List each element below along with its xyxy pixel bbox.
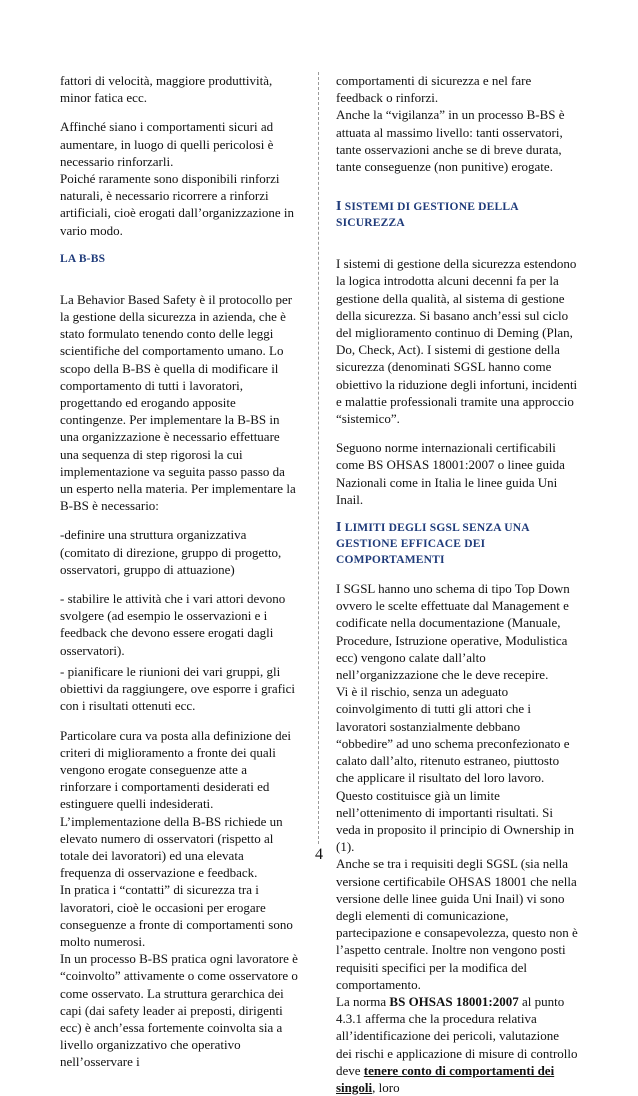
- paragraph: Anche la “vigilanza” in un processo B-BS è attuata al massimo livello: tanti osservatori, tante osservazioni anche se di breve durata, tante conseguenze (non punitive) erogate.: [336, 107, 565, 175]
- section-heading-sgsl: [336, 199, 578, 231]
- heading-initial: I: [336, 199, 342, 215]
- paragraph: Poiché raramente sono disponibili rinforzi naturali, è necessario ricorrere a rinforzi artificiali, cioè erogati dall’organizzazione in vario modo.: [60, 171, 295, 238]
- paragraph: I sistemi di gestione della sicurezza estendono la logica introdotta alcuni decenni fa per la gestione della qualità, al sistema di gestione della sicurezza. Si basano anch’essi sul ciclo del miglioramento continuo di Deming (Plan, Do, Check, Act). I sistemi di gestione della sicurezza (denominati SGSL hanno come obiettivo la riduzione degli infortuni, incidenti e malattie professionali tramite una approccio “sistemico”.: [336, 256, 578, 427]
- paragraph: La Behavior Based Safety è il protocollo per la gestione della sicurezza in azienda, che è stato formulato tenendo conto delle leggi scientifiche del comportamento umano. Lo scopo della B-BS è quella di modificare il comportamento di tutti i lavoratori, progettando ed erogando apposite contingenze. Per implementare la B-BS in una organizzazione è necessario effettuare una sequenza di step rigorosi la cui implementazione va seguita passo passo da un esperto nella materia. Per implementare la B-BS è necessario:: [60, 291, 296, 514]
- list-item: - stabilire le attività che i vari attori devono svolgere (ad esempio le osservazioni e i feedback che devono essere erogati dagli osservatori).: [60, 591, 286, 658]
- paragraph: In pratica i “contatti” di sicurezza tra i lavoratori, cioè le occasioni per erogare conseguenze a fronte di comportamenti sono molto numerosi.: [60, 882, 293, 949]
- heading-initial: I: [336, 520, 342, 536]
- paragraph: In un processo B-BS pratica ogni lavoratore è “coinvolto” attivamente o come osservatore o come osservato. La struttura gerarchica dei capi (dai safety leader ai preposti, dirigenti ecc) è anch’essa fortemente coinvolta sia a livello organizzativo che operativo nell’osservare i: [60, 951, 298, 1070]
- heading-text: SISTEMI DI GESTIONE DELLA SICUREZZA: [336, 201, 519, 230]
- paragraph: Seguono norme internazionali certificabili come BS OHSAS 18001:2007 o linee guida Nazionali come in Italia le linee guida Uni Inail.: [336, 440, 565, 507]
- page-number: 4: [315, 846, 323, 863]
- paragraph: L’implementazione della B-BS richiede un elevato numero di osservatori (rispetto al totale dei lavoratori) ed una elevata frequenza di osservazione e feedback.: [60, 813, 283, 881]
- list-item: - pianificare le riunioni dei vari gruppi, gli obiettivi da raggiungere, ove esporre i grafici con i risultati ottenuti ecc.: [60, 663, 295, 714]
- text-run: al punto 4.3.1 afferma che la procedura relativa all’identificazione dei pericoli, valutazione dei rischi e applicazione di misure di controllo deve: [336, 993, 578, 1078]
- paragraph: Anche se tra i requisiti degli SGSL (sia nella versione certificabile OHSAS 18001 che nella versione delle linee guida Uni Inail) vi sono degli elementi di comunicazione, partecipazione e consapevolezza, questo non è l’aspetto centrale. Inoltre non vengono posti requisiti specifici per la modifica del comportamento.: [336, 856, 578, 992]
- paragraph: I SGSL hanno uno schema di tipo Top Down ovvero le scelte effettuate dal Management e codificate nella documentazione (Manuale, Procedure, Istruzione operative, Modulistica ecc) vengono calate dall’alto nell’organizzazione che le deve recepire.: [336, 581, 570, 683]
- list-item: -definire una struttura organizzativa (comitato di direzione, gruppo di progetto, osservatori, gruppo di attuazione): [60, 527, 282, 577]
- paragraph: [336, 993, 578, 1096]
- section-heading-limits: [336, 520, 578, 568]
- paragraph: Questo costituisce già un limite nell’ottenimento di importanti risultati. Si veda in proposito il principio di Ownership in (1).: [336, 787, 574, 855]
- heading-text: LIMITI DEGLI SGSL SENZA UNA GESTIONE EFFICACE DEI COMPORTAMENTI: [336, 522, 530, 567]
- paragraph: Particolare cura va posta alla definizione dei criteri di miglioramento a fronte dei quali vengono erogate conseguenze atte a rinforzare i comportamenti desiderati ed estinguere quelli indesiderati.: [60, 727, 292, 812]
- text-run: , loro: [372, 1079, 400, 1095]
- emphasized-text: tenere conto di comportamenti dei singoli: [336, 1062, 555, 1095]
- section-heading-bbs: LA B-BS: [60, 252, 106, 265]
- paragraph: comportamenti di sicurezza e nel fare feedback o rinforzi.: [336, 73, 532, 106]
- paragraph: Vi è il rischio, senza un adeguato coinvolgimento di tutti gli attori che i lavoratori sostanzialmente debbano “obbedire” ad uno schema preconfezionato e calato dall’alto, ritenuto estraneo, piuttosto che applicare il risultato del loro lavoro.: [336, 684, 570, 786]
- left-column: [60, 72, 298, 1071]
- standard-name: BS OHSAS 18001:2007: [389, 993, 519, 1009]
- paragraph: fattori di velocità, maggiore produttività, minor fatica ecc.: [60, 73, 273, 106]
- paragraph: Affinché siano i comportamenti sicuri ad aumentare, in luogo di quelli pericolosi è necessario rinforzarli.: [60, 119, 274, 169]
- right-column: [336, 72, 578, 1096]
- text-run: La norma: [336, 993, 390, 1009]
- column-divider: [318, 72, 319, 844]
